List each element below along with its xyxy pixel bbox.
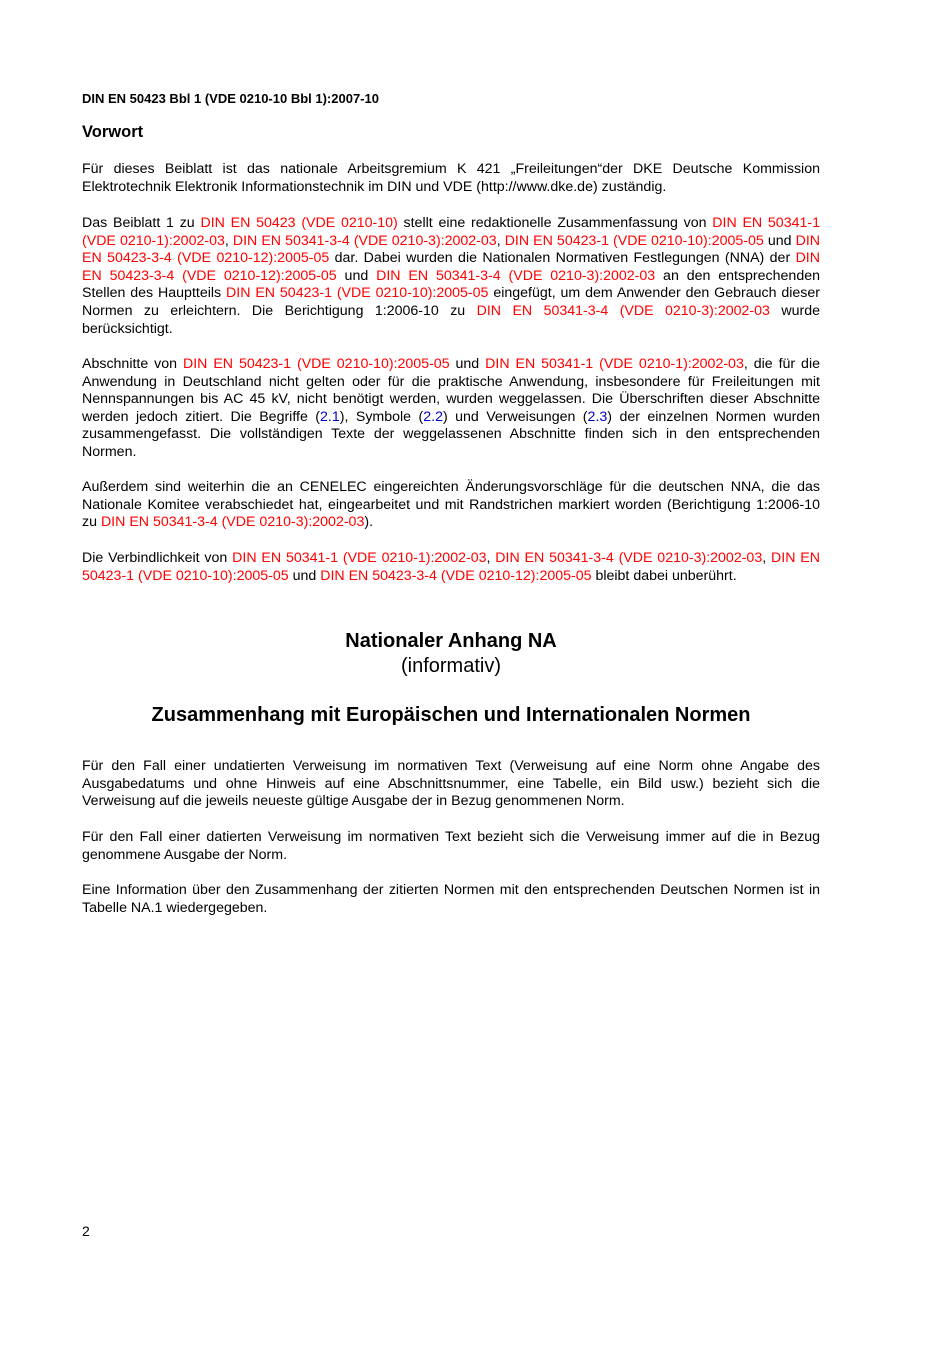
standard-reference[interactable]: DIN EN 50423-3-4 (VDE 0210-12):2005-05 [82,232,821,267]
standard-reference[interactable]: DIN EN 50423-1 (VDE 0210-10):2005-05 [182,356,450,372]
text-run: wurde berücksichtigt. [82,302,820,337]
section-title-vorwort: Vorwort [82,123,144,141]
text-run: dar. Dabei wurden die Nationalen Normativen Festlegungen (NNA) der [329,250,796,267]
paragraph-8: Eine Information über den Zusammenhang der zitierten Normen mit den entsprechenden Deutschen Normen ist in Tabelle NA.1 wiedergegeben. [82,882,820,916]
standard-reference[interactable]: DIN EN 50341-3-4 (VDE 0210-3):2002-03 [476,302,770,319]
annex-subtitle: (informativ) [400,655,501,677]
text-run: ), Symbole ( [339,408,424,425]
text-run: , [224,232,233,249]
text-run: und [449,356,486,372]
text-run: an den entsprechenden Stellen des Hauptteils [82,267,820,302]
standard-reference[interactable]: DIN EN 50423-3-4 (VDE 0210-12):2005-05 [320,567,592,584]
section-link[interactable]: 2.1 [320,408,340,425]
text-run: bleibt dabei unberührt. [591,567,737,584]
text-run: Außerdem sind weiterhin die an CENELEC eingereichten Änderungsvorschläge für die deutschen NNA, die das Nationale Komitee verabschiedet hat, eingearbeitet und mit Randstrichen markiert worden (Berichtigung 1:2006-10 zu [82,479,820,531]
paragraph-2 [82,215,820,338]
section-link[interactable]: 2.2 [423,408,443,425]
text-run: und [763,232,796,249]
standard-reference[interactable]: DIN EN 50341-3-4 (VDE 0210-3):2002-03 [376,267,656,284]
text-run: Das Beiblatt 1 zu [82,215,201,231]
text-run: und [336,267,377,284]
standard-reference[interactable]: DIN EN 50423 (VDE 0210-10) [200,215,398,231]
text-run: Abschnitte von [82,356,183,372]
paragraph-3 [82,356,820,462]
standard-reference[interactable]: DIN EN 50423-3-4 (VDE 0210-12):2005-05 [82,250,820,284]
paragraph-6: Für den Fall einer undatierten Verweisung im normativen Text (Verweisung auf eine Norm ohne Angabe des Ausgabedatums und ohne Hinweis auf eine Abschnittsnummer, eine Tabelle, ein Bild usw.) bezieht sich die Verweisung auf die jeweils neueste gültige Ausgabe der in Bezug genommenen Norm. [82,758,820,810]
annex-heading: Zusammenhang mit Europäischen und Internationalen Normen [151,704,751,726]
text-run: ) und Verweisungen ( [442,408,588,425]
section-link[interactable]: 2.3 [587,408,608,425]
paragraph-7: Für den Fall einer datierten Verweisung im normativen Text bezieht sich die Verweisung immer auf die in Bezug genommene Ausgabe der Norm. [82,829,820,863]
paragraph-1: Für dieses Beiblatt ist das nationale Arbeitsgremium K 421 „Freileitungen“der DKE Deutsche Kommission Elektrotechnik Elektronik Informationstechnik im DIN und VDE (http://www.dke.de) zuständig. [82,161,820,195]
text-run: eingefügt, um dem Anwender den Gebrauch dieser Normen zu erleichtern. Die Berichtigung 1:2006-10 zu [82,285,820,319]
standard-reference[interactable]: DIN EN 50341-3-4 (VDE 0210-3):2002-03 [232,232,497,249]
text-run: stellt eine redaktionelle Zusammenfassung von [397,215,713,231]
text-run: Die Verbindlichkeit von [82,550,233,566]
standard-reference[interactable]: DIN EN 50423-1 (VDE 0210-10):2005-05 [226,285,489,302]
text-run: , [762,550,771,566]
standard-reference[interactable]: DIN EN 50341-1 (VDE 0210-1):2002-03 [232,550,487,566]
paragraph-5 [82,550,820,585]
standard-reference[interactable]: DIN EN 50341-1 (VDE 0210-1):2002-03 [82,215,820,249]
text-run: ). [364,514,374,531]
text-run: , [496,232,505,249]
document-header: DIN EN 50423 Bbl 1 (VDE 0210-10 Bbl 1):2007-10 [82,91,379,106]
standard-reference[interactable]: DIN EN 50423-1 (VDE 0210-10):2005-05 [504,232,764,249]
standard-reference[interactable]: DIN EN 50341-3-4 (VDE 0210-3):2002-03 [100,514,365,531]
text-run: und [288,567,321,584]
text-run: , [486,550,496,566]
page-number: 2 [82,1223,90,1239]
standard-reference[interactable]: DIN EN 50423-1 (VDE 0210-10):2005-05 [82,550,820,584]
text-run: ) der einzelnen Normen wurden zusammengefasst. Die vollständigen Texte der weggelassenen Abschnitte finden sich in den entsprechenden Normen. [82,408,820,460]
standard-reference[interactable]: DIN EN 50341-3-4 (VDE 0210-3):2002-03 [495,550,763,566]
standard-reference[interactable]: DIN EN 50341-1 (VDE 0210-1):2002-03 [485,356,744,372]
annex-title: Nationaler Anhang NA [345,630,557,652]
paragraph-4 [82,479,820,532]
text-run: , die für die Anwendung in Deutschland nicht gelten oder für die praktische Anwendung, insbesondere für Freileitungen mit Nennspannungen bis AC 45 kV, nicht benötigt werden, wurden weggelassen. Die Überschriften dieser Abschnitte werden jedoch zitiert. Die Begriffe ( [82,356,820,425]
